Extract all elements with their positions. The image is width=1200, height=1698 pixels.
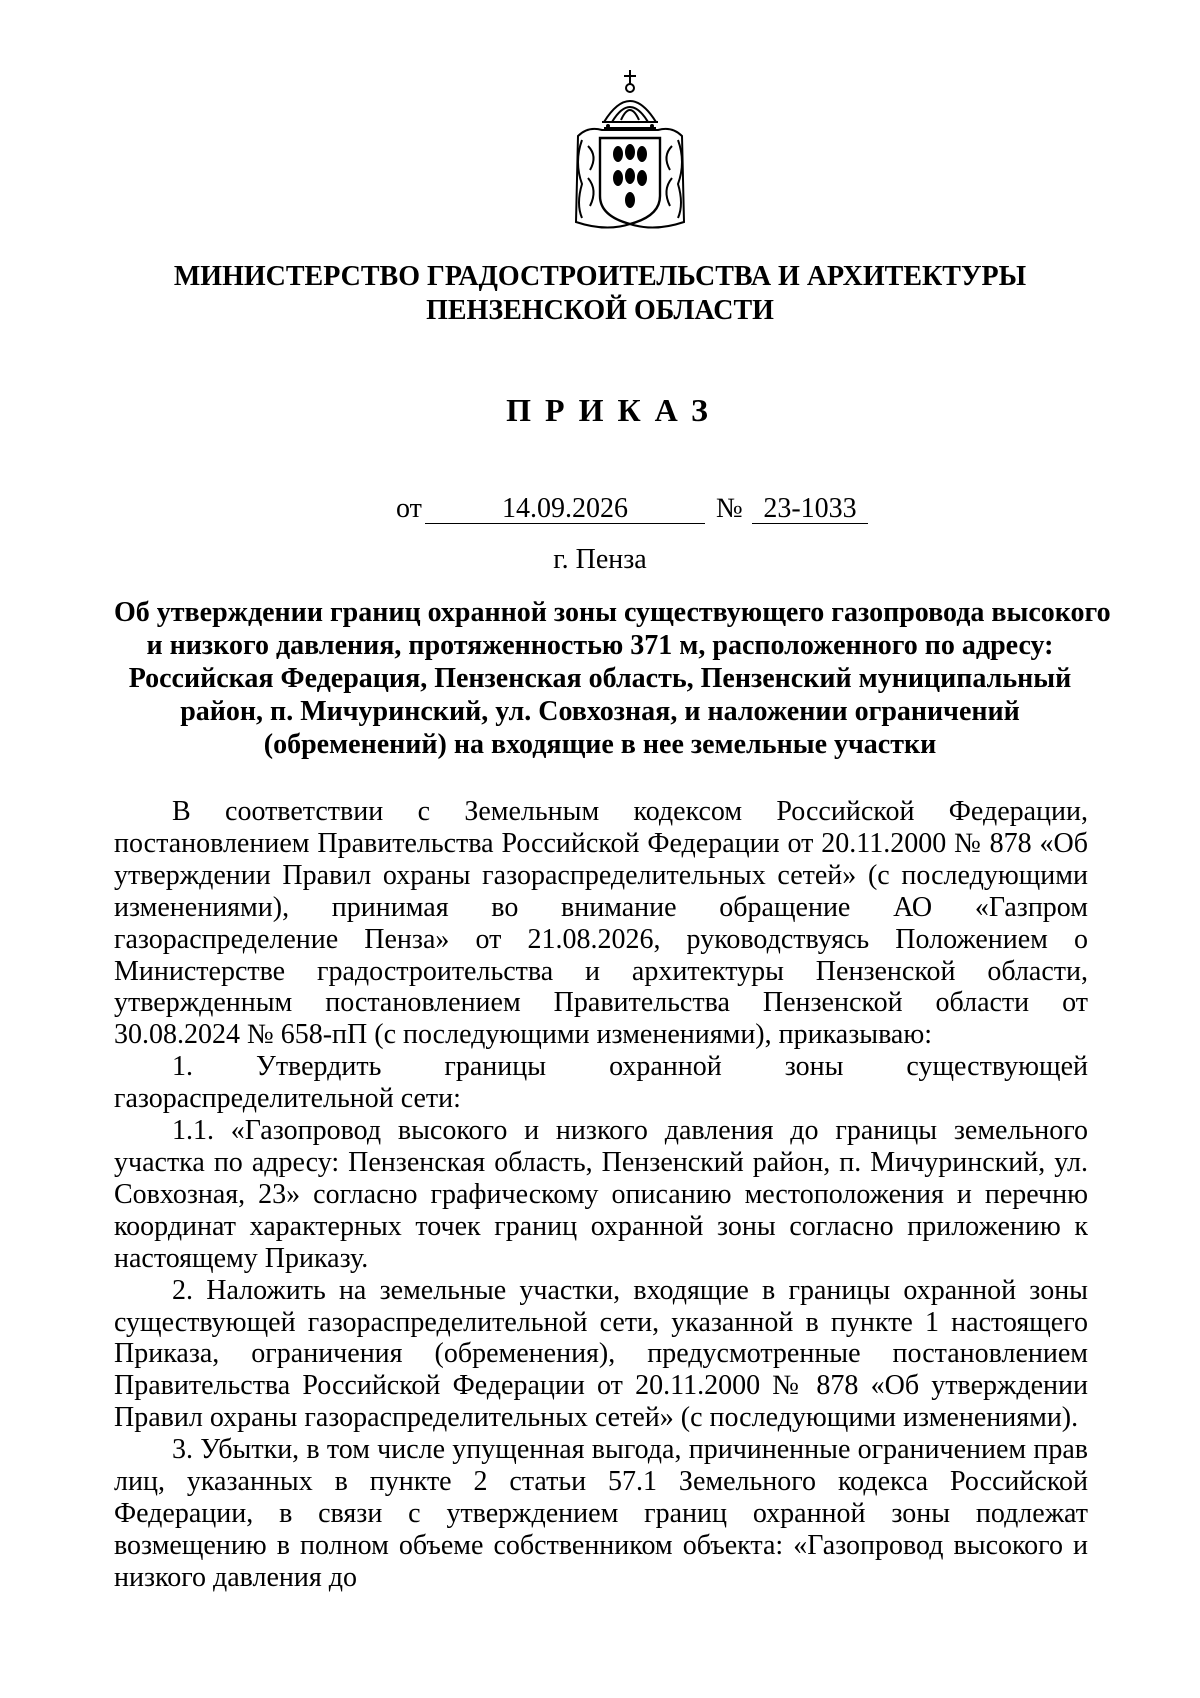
- city: г. Пенза: [553, 544, 647, 575]
- subject-line: Российская Федерация, Пензенская область, Пензенский муниципальный: [128, 663, 1072, 694]
- order-number: 23-1033: [752, 491, 868, 524]
- ministry-name-line-2: ПЕНЗЕНСКОЙ ОБЛАСТИ: [426, 295, 774, 326]
- ministry-name: [100, 260, 1100, 328]
- preamble-paragraph: В соответствии с Земельным кодексом Российской Федерации, постановлением Правительства Российской Федерации от 20.11.2000 № 878 «Об утверждении Правил охраны газораспределительных сетей» (с последующими изменениями), принимая во внимание обращение АО «Газпром газораспределение Пенза» от 21.08.2026, руководствуясь Положением о Министерстве градостроительства и архитектуры Пензенской области, утвержденным постановлением Правительства Пензенской области от 30.08.2024 № 658-пП (с последующими изменениями), приказываю:: [114, 796, 1088, 1051]
- coat-of-arms-icon: [568, 66, 692, 236]
- order-body: [114, 796, 1088, 1594]
- subject-line: (обременений) на входящие в нее земельные участки: [263, 729, 937, 760]
- document-type: ПРИКАЗ: [506, 392, 722, 428]
- ministry-name-line-1: МИНИСТЕРСТВО ГРАДОСТРОИТЕЛЬСТВА И АРХИТЕКТУРЫ: [173, 261, 1027, 292]
- order-subject: [114, 596, 1111, 761]
- subject-line: Об утверждении границ охранной зоны существующего газопровода высокого: [114, 597, 1111, 628]
- number-label: №: [716, 493, 743, 524]
- subject-line: и низкого давления, протяженностью 371 м, расположенного по адресу:: [146, 630, 1054, 661]
- item-2-paragraph: 2. Наложить на земельные участки, входящие в границы охранной зоны существующей газораспределительной сети, указанной в пункте 1 настоящего Приказа, ограничения (обременения), предусмотренные постановлением Правительства Российской Федерации от 20.11.2000 № 878 «Об утверждении Правил охраны газораспределительных сетей» (с последующими изменениями).: [114, 1274, 1088, 1434]
- item-1-paragraph: 1. Утвердить границы охранной зоны существующей газораспределительной сети:: [114, 1051, 1088, 1115]
- date-number-line: [0, 491, 1200, 527]
- item-3-paragraph: 3. Убытки, в том числе упущенная выгода, причиненные ограничением прав лиц, указанных в пункте 2 статьи 57.1 Земельного кодекса Российской Федерации, в связи с утверждением границ охранной зоны подлежат возмещению в полном объеме собственником объекта: «Газопровод высокого и низкого давления до: [114, 1434, 1088, 1593]
- order-date: 14.09.2026: [425, 491, 705, 524]
- date-label: от: [396, 493, 422, 524]
- subject-line: район, п. Мичуринский, ул. Совхозная, и наложении ограничений: [180, 696, 1020, 727]
- item-1-1-paragraph: 1.1. «Газопровод высокого и низкого давления до границы земельного участка по адресу: Пензенская область, Пензенский район, п. Мичуринский, ул. Совхозная, 23» согласно графическому описанию местоположения и перечню координат характерных точек границ охранной зоны согласно приложению к настоящему Приказу.: [114, 1115, 1088, 1274]
